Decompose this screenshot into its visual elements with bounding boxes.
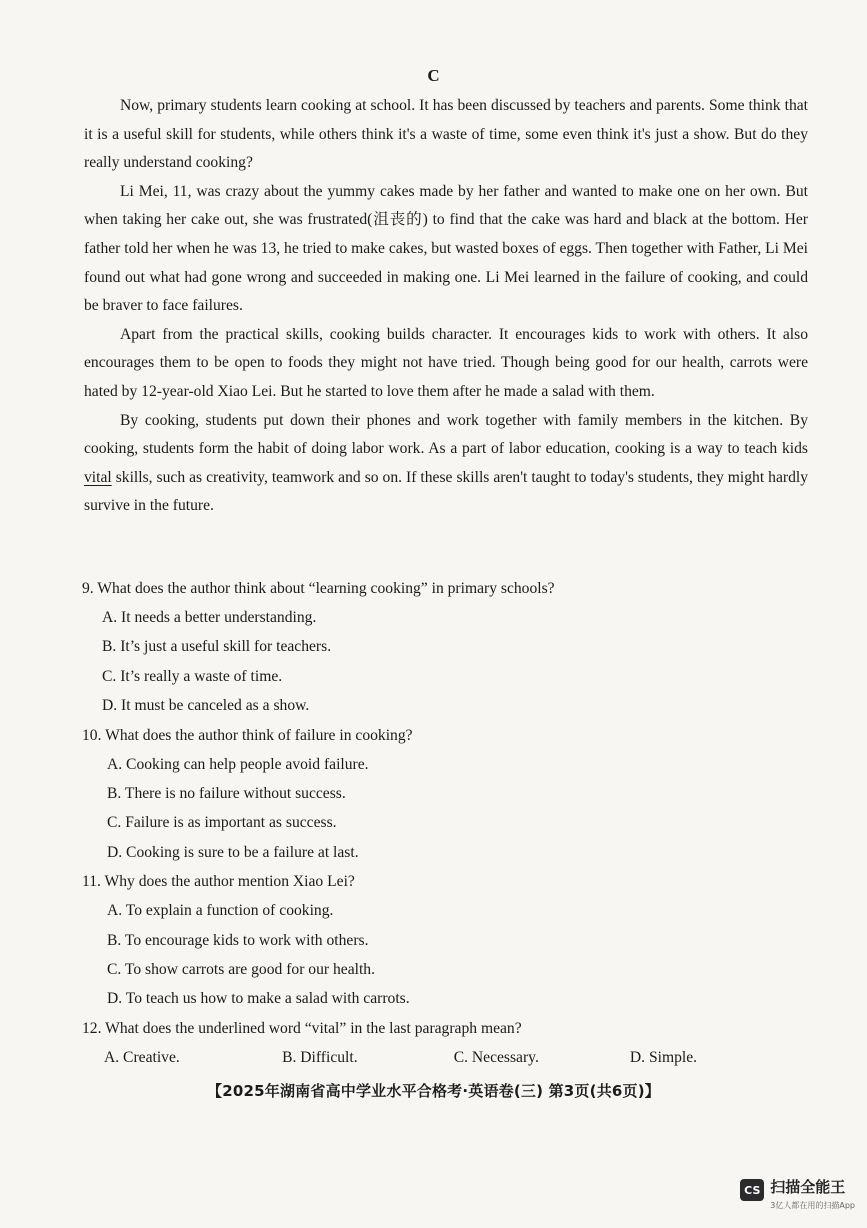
reading-passage [84,92,808,521]
passage-paragraph-2: Li Mei, 11, was crazy about the yummy cakes made by her father and wanted to make one on her own. But when taking her cake out, she was frustrated(沮丧的) to find that the cake was hard and black at the bottom. Her father told her when he was 13, he tried to make cakes, but wasted boxes of eggs. Then together with Father, Li Mei found out what had gone wrong and succeeded in making one. Li Mei learned in the failure of cooking, and could be braver to face failures. [84,182,809,315]
paragraph-4-text-end: skills, such as creativity, teamwork and so on. If these skills aren't taught to today's students, they might hardly survive in the future. [84,468,808,515]
option-c: C. Necessary. [453,1048,539,1066]
option-a: A. Cooking can help people avoid failure. [107,755,369,773]
option-b: B. It’s just a useful skill for teachers. [102,638,332,656]
option-d: D. Simple. [629,1048,698,1066]
question-9 [82,574,808,721]
watermark-subtitle: 3亿人都在用的扫描App [770,1201,855,1210]
underlined-word-vital: vital [84,468,112,486]
paragraph-4-text-start: By cooking, students put down their phones and work together with family members in the kitchen. By cooking, students form the habit of doing labor work. As a part of labor education, cooking is a way to teach kids [84,411,808,458]
option-b: B. To encourage kids to work with others. [107,931,369,949]
option-c: C. To show carrots are good for our health. [107,960,375,978]
page-footer: 【2025年湖南省高中学业水平合格考·英语卷(三) 第3页(共6页)】 [207,1082,660,1100]
option-row [82,1043,808,1073]
option-c: C. Failure is as important as success. [107,814,337,832]
scanner-watermark [740,1177,855,1212]
passage-paragraph-3: Apart from the practical skills, cooking builds character. It encourages kids to work with others. It also encourages them to be open to foods they might not have tried. Though being good for our health, carrots were hated by 12-year-old Xiao Lei. But he started to love them after he made a salad with them. [84,325,808,400]
question-stem: 11. Why does the author mention Xiao Lei? [82,873,355,891]
watermark-title: 扫描全能王 [770,1178,846,1196]
option-a: A. It needs a better understanding. [102,609,317,626]
camscanner-logo-icon: CS [740,1179,764,1201]
question-12 [82,1014,808,1073]
question-stem: 12. What does the underlined word “vital” in the last paragraph mean? [82,1019,522,1037]
option-d: D. Cooking is sure to be a failure at last. [107,843,359,861]
question-10 [82,721,808,868]
question-stem: 9. What does the author think about “learning cooking” in primary schools? [82,580,555,597]
question-11 [82,867,808,1014]
option-a: A. To explain a function of cooking. [107,902,334,920]
option-b: B. Difficult. [282,1048,358,1066]
option-a: A. Creative. [104,1048,180,1066]
question-list [82,574,808,1073]
passage-paragraph-1: Now, primary students learn cooking at school. It has been discussed by teachers and parents. Some think that it is a useful skill for students, while others think it's a waste of time, some even think it's just a show. But do they really understand cooking? [84,97,808,172]
watermark-text [770,1177,855,1212]
option-d: D. To teach us how to make a salad with carrots. [107,990,410,1008]
option-b: B. There is no failure without success. [107,784,346,802]
option-c: C. It’s really a waste of time. [102,667,283,685]
passage-paragraph-4 [84,407,808,521]
question-stem: 10. What does the author think of failure in cooking? [82,726,413,744]
option-d: D. It must be canceled as a show. [102,697,310,715]
section-heading: C [427,66,440,85]
